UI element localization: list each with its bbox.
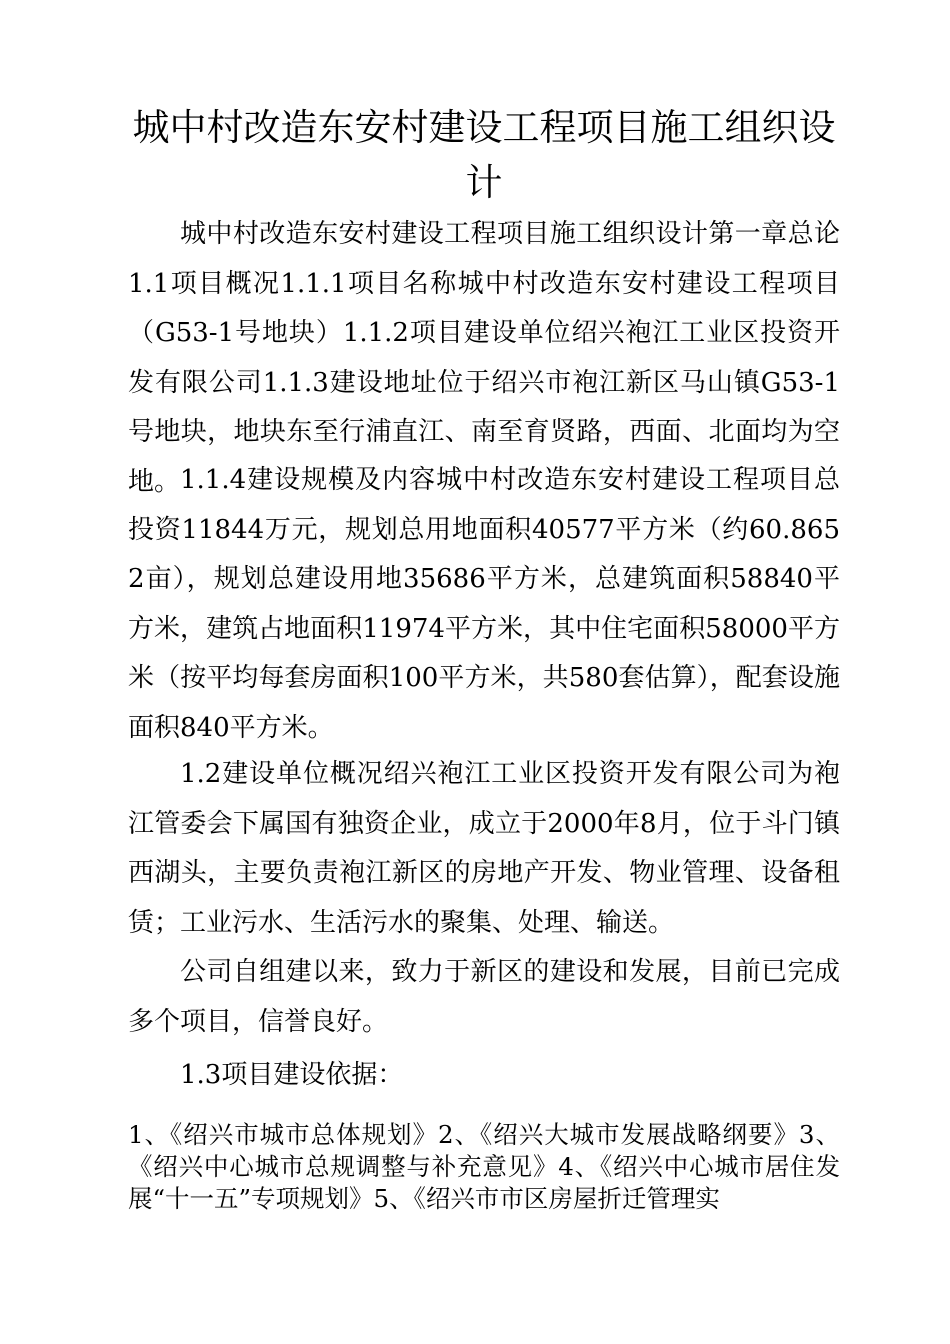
- paragraph-company: 1.2建设单位概况绍兴袍江工业区投资开发有限公司为袍江管委会下属国有独资企业，成立于2000年8月，位于斗门镇西湖头，主要负责袍江新区的房地产开发、物业管理、设备租赁；工业污水、生活污水的聚集、处理、输送。: [128, 759, 840, 938]
- document-title: 城中村改造东安村建设工程项目施工组织设计: [132, 106, 836, 204]
- paragraph-company-record: 公司自组建以来，致力于新区的建设和发展，目前已完成多个项目，信誉良好。: [128, 957, 840, 1037]
- paragraph-overview: 城中村改造东安村建设工程项目施工组织设计第一章总论1.1项目概况1.1.1项目名称城中村改造东安村建设工程项目（G53-1号地块）1.1.2项目建设单位绍兴袍江工业区投资开发有限公司1.1.3建设地址位于绍兴市袍江新区马山镇G53-1号地块，地块东至行浦直江、南至育贤路，西面、北面均为空地。: [128, 219, 840, 497]
- paragraph-basis-heading: 1.3项目建设依据：: [180, 1060, 404, 1090]
- paragraph-scale: 1.1.4建设规模及内容城中村改造东安村建设工程项目总投资11844万元，规划总用地面积40577平方米（约60.8652亩），规划总建设用地35686平方米，总建筑面积58840平方米，建筑占地面积11974平方米，其中住宅面积58000平方米（按平均每套房面积100平方米，共580套估算），配套设施面积840平方米。: [128, 465, 840, 743]
- references-list: 1、《绍兴市城市总体规划》2、《绍兴大城市发展战略纲要》3、《绍兴中心城市总规调整与补充意见》4、《绍兴中心城市居住发展“十一五”专项规划》5、《绍兴市市区房屋折迁管理实: [128, 1120, 840, 1213]
